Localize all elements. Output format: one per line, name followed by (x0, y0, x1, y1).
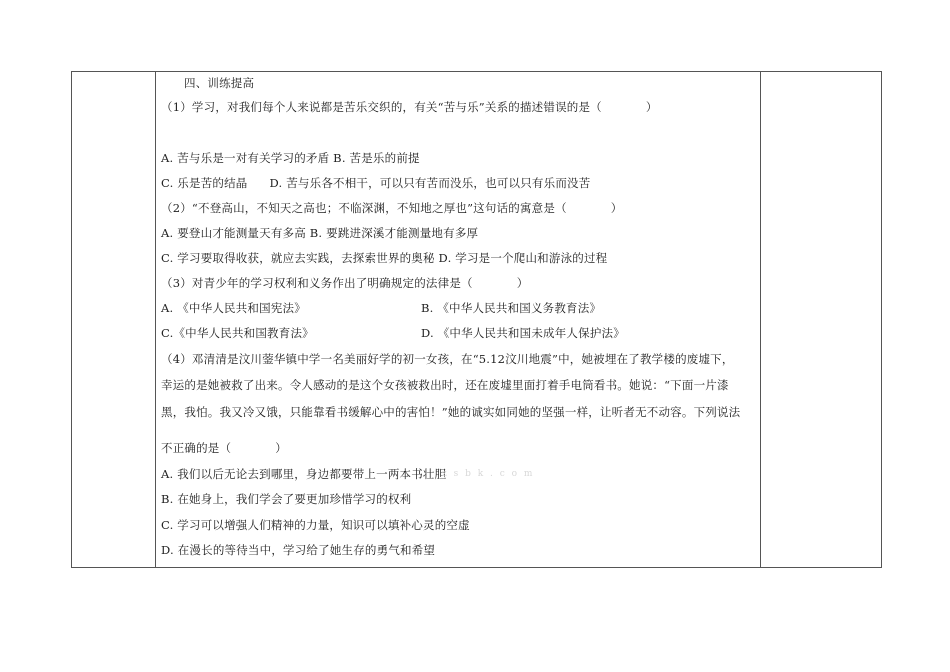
q1-stem-text: （1）学习，对我们每个人来说都是苦乐交织的，有关“苦与乐”关系的描述错误的是（ (161, 100, 602, 114)
q4-line-3: 黑，我怕。我又冷又饿，只能靠看书缓解心中的害怕！”她的诚实如同她的坚强一样，让听者无不动容。下列说法 (161, 405, 741, 419)
q4-line-4 (161, 441, 287, 455)
q3-option-c: C.《中华人民共和国教育法》 (161, 326, 314, 340)
q1-options-ab: A. 苦与乐是一对有关学习的矛盾 B. 苦是乐的前提 (161, 151, 420, 165)
q4-option-b: B. 在她身上，我们学会了要更加珍惜学习的权利 (161, 492, 412, 506)
q3-stem (161, 276, 528, 290)
q3-option-a: A. 《中华人民共和国宪法》 (161, 301, 306, 315)
q1-option-d: D. 苦与乐各不相干，可以只有苦而没乐，也可以只有乐而没苦 (269, 176, 591, 190)
q1-close-paren: ） (645, 100, 658, 114)
q4-line-1: （4）邓清清是汶川蓥华镇中学一名美丽好学的初一女孩，在“5.12汶川地震”中，她被埋在了教学楼的废墟下， (161, 352, 734, 366)
q4-option-a: A. 我们以后无论去到哪里，身边都要带上一两本书壮胆 (161, 467, 447, 481)
q1-stem (161, 100, 658, 114)
q3-close-paren: ） (516, 276, 529, 290)
q2-close-paren: ） (610, 201, 623, 215)
q4-line-4-text: 不正确的是（ (161, 441, 232, 455)
q4-close-paren: ） (275, 441, 287, 455)
q3-option-d: D. 《中华人民共和国未成年人保护法》 (421, 326, 625, 340)
q3-stem-text: （3）对青少年的学习权利和义务作出了明确规定的法律是（ (161, 276, 473, 290)
q3-option-b: B. 《中华人民共和国义务教育法》 (421, 301, 602, 315)
q2-options-ab: A. 要登山才能测量天有多高 B. 要跳进深溪才能测量地有多厚 (161, 226, 479, 240)
q2-stem-text: （2）“不登高山，不知天之高也；不临深渊，不知地之厚也”这句话的寓意是（ (161, 201, 567, 215)
q4-line-2: 幸运的是她被救了出来。令人感动的是这个女孩被救出时，还在废墟里面打着手电筒看书。她说：“下面一片漆 (161, 378, 729, 392)
section-title: 四、训练提高 (184, 76, 255, 90)
q4-option-c: C. 学习可以增强人们精神的力量，知识可以填补心灵的空虚 (161, 518, 470, 532)
q1-options-cd (161, 176, 590, 190)
q2-options-cd: C. 学习要取得收获，就应去实践，去探索世界的奥秘 D. 学习是一个爬山和游泳的过程 (161, 251, 608, 265)
q4-option-d: D. 在漫长的等待当中，学习给了她生存的勇气和希望 (161, 543, 436, 557)
watermark: z s b k . c o m (442, 469, 535, 479)
column-divider-left (155, 72, 156, 567)
q1-option-c: C. 乐是苦的结晶 (161, 176, 248, 190)
column-divider-right (760, 72, 761, 567)
q2-stem (161, 201, 622, 215)
